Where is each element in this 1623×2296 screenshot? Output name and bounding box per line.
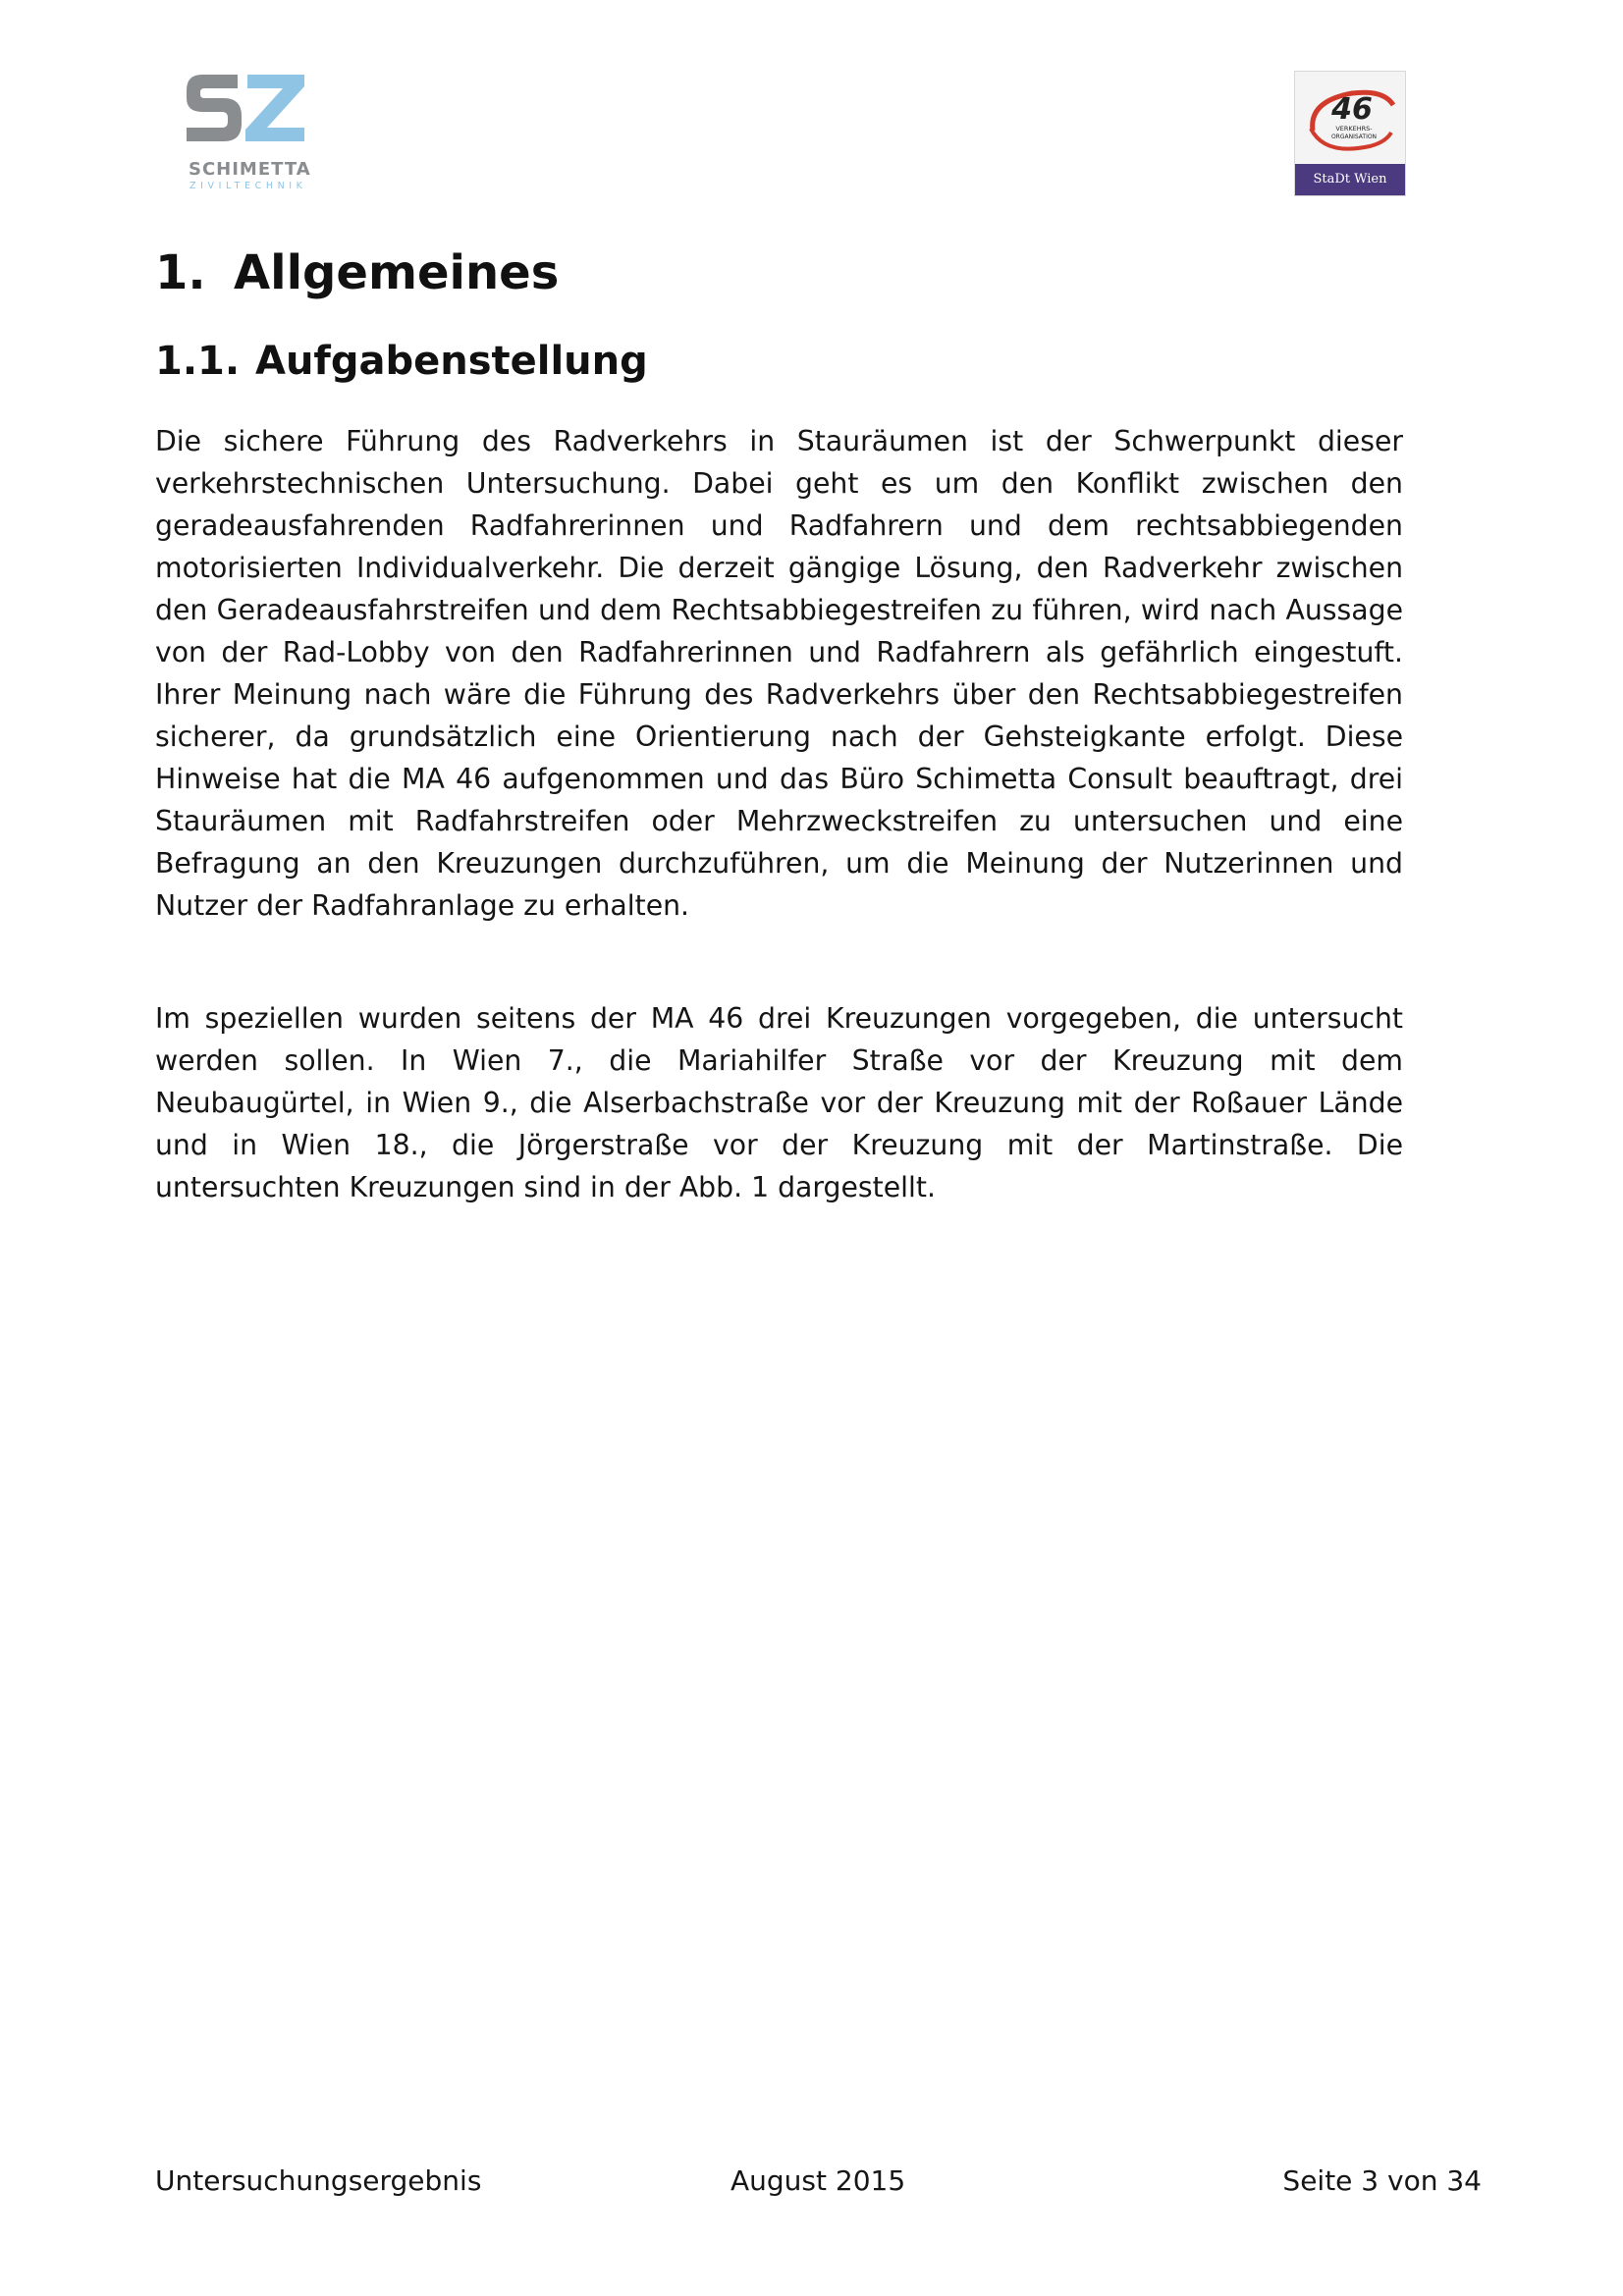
paragraph-2: Im speziellen wurden seitens der MA 46 drei Kreuzungen vorgegeben, die untersucht werden sollen. In Wien 7., die Mariahilfer Straße vor der Kreuzung mit dem Neubaugürtel, in Wien 9., die Alserbachstraße vor der Kreuzung mit der Roßauer Lände und in Wien 18., die Jörgerstraße vor der Kreuzung mit der Martinstraße. Die untersuchten Kreuzungen sind in der Abb. 1 dargestellt. — [155, 1002, 1403, 1203]
ma46-caption-line2: ORGANISATION — [1330, 133, 1378, 140]
schimetta-logo-subtitle: ZIVILTECHNIK — [189, 181, 307, 191]
ma46-logo — [1294, 71, 1406, 196]
footer-page-number: Seite 3 von 34 — [1282, 2164, 1482, 2197]
footer-date: August 2015 — [730, 2164, 906, 2197]
ma46-caption-line1: VERKEHRS- — [1335, 125, 1373, 133]
stadt-wien-bar: StaDt Wien — [1295, 164, 1405, 195]
sz-logo-mark-icon — [181, 69, 308, 145]
heading-2-number: 1.1. — [155, 339, 241, 384]
paragraph-1: Die sichere Führung des Radverkehrs in Stauräumen ist der Schwerpunkt dieser verkehrstechnischen Untersuchung. Dabei geht es um den Konflikt zwischen den geradeausfahrenden Radfahrerinnen und Radfahrern und dem rechtsabbiegenden motorisierten Individualverkehr. Die derzeit gängige Lösung, den Radverkehr zwischen den Geradeausfahrstreifen und dem Rechtsabbiegestreifen zu führen, wird nach Aussage von der Rad-Lobby von den Radfahrerinnen und Radfahrern als gefährlich eingestuft. Ihrer Meinung nach wäre die Führung des Radverkehrs über den Rechtsabbiegestreifen sicherer, da grundsätzlich eine Orientierung nach der Gehsteigkante erfolgt. Diese Hinweise hat die MA 46 aufgenommen und das Büro Schimetta Consult beauftragt, drei Stauräumen mit Radfahrstreifen oder Mehrzweckstreifen zu untersuchen und eine Befragung an den Kreuzungen durchzuführen, um die Meinung der Nutzerinnen und Nutzer der Radfahranlage zu erhalten. — [155, 425, 1403, 922]
heading-1-title: Allgemeines — [234, 245, 560, 300]
ma46-number: 46 — [1331, 92, 1373, 127]
ma46-emblem-icon — [1295, 72, 1405, 164]
schimetta-logo — [181, 69, 311, 194]
heading-2-title: Aufgabenstellung — [255, 339, 648, 384]
footer-document-type: Untersuchungsergebnis — [155, 2164, 482, 2197]
heading-1-number: 1. — [155, 245, 206, 300]
heading-1 — [155, 241, 559, 304]
schimetta-logo-name: SCHIMETTA — [189, 159, 311, 180]
heading-2 — [155, 334, 648, 389]
